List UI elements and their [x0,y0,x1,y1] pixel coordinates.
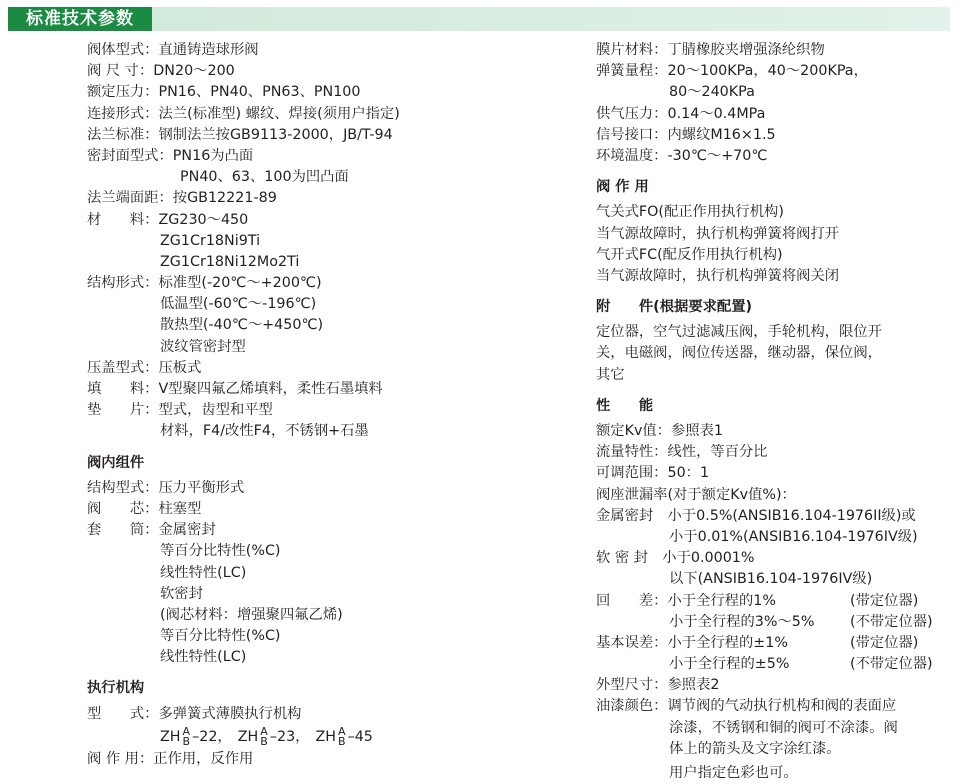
variant-b: B [260,734,268,748]
spec-value: 涂漆，不锈钢和铜的阀可不涂漆。阀 [669,719,898,736]
spec-row [87,294,567,315]
spec-value: 小于0.0001% [662,550,755,567]
spec-value: 体上的箭头及文字涂红漆。 [669,740,841,757]
section-heading [596,177,956,198]
spec-label: 膜片材料： [596,42,668,58]
spec-row [87,337,567,358]
spec-row [596,442,956,463]
model-prefix: ZH [237,728,259,745]
spec-label: 可调范围： [596,465,668,482]
spec-note: (带定位器) [850,592,919,609]
spec-value: V型聚四氟乙烯填料，柔性石墨填料 [158,381,383,397]
spec-value: 波纹管密封型 [160,338,246,355]
spec-value: 线性，等百分比 [667,444,768,461]
spec-label: 压盖型式： [87,359,159,376]
spec-value: 小于全行程的±1% [667,634,788,651]
spec-row [87,749,567,770]
spec-value: 其它 [596,366,625,383]
spec-row [596,633,956,654]
spec-row [596,224,956,245]
spec-row [596,104,956,125]
left-column [87,40,567,770]
spec-row [596,763,956,784]
spec-value: 阀 作 用 [596,179,649,196]
spec-row [596,591,956,612]
spec-row [87,563,567,584]
section-title: 标准技术参数 [8,7,152,31]
section-heading [87,453,567,474]
spec-label: 阀 尺 寸： [87,63,154,80]
spec-row [87,358,567,379]
spec-label: 弹簧量程： [596,63,668,80]
spec-value: 压板式 [158,359,202,376]
spec-row [87,273,567,294]
spec-value: -30℃～+70℃ [667,147,768,164]
spec-row [87,400,567,421]
spec-value: ZG230～450 [158,211,249,228]
spec-row [87,379,567,400]
spec-label: 油漆颜色： [596,698,668,715]
spec-value: 型式，齿型和平型 [158,402,273,419]
spec-value: 小于全行程的1% [667,592,776,609]
variant-b: B [338,734,346,748]
right-column [596,40,956,784]
spec-value: (阀芯材料：增强聚四氟乙烯) [160,606,343,623]
spec-value: PN16、PN40、PN63、PN100 [158,84,361,101]
spec-value: 内螺纹M16×1.5 [667,126,776,143]
spec-value: 线性特性(LC) [160,649,247,666]
spec-value: 阀内组件 [87,454,145,471]
spec-row [87,146,567,167]
spec-row [87,584,567,605]
spec-row [596,527,956,548]
spec-row [87,61,567,82]
spec-row [87,167,567,188]
spec-row [87,605,567,626]
spec-value: DN20～200 [153,63,235,80]
spec-label: 金属密封 [596,507,668,524]
spec-row [596,266,956,287]
spec-label: 垫 片： [87,402,159,419]
spec-value: 80～240KPa [669,84,755,101]
spec-value: 丁腈橡胶夹增强涤纶织物 [667,42,825,58]
model-variant [260,724,268,748]
spec-row [596,82,956,103]
spec-value: 低温型(-60℃～-196℃) [160,296,317,313]
spec-label: 法兰标准： [87,126,159,143]
spec-value: ZG1Cr18Ni9Ti [160,232,261,249]
model-prefix: ZH [160,728,181,745]
spec-label: 额定Kv值： [596,423,672,439]
spec-label: 供气压力： [596,105,668,122]
spec-label: 套 筒： [87,522,159,539]
spec-label: 连接形式： [87,105,159,122]
spec-value: PN40、63、100为凹凸面 [180,169,349,186]
spec-row [596,739,956,760]
actuator-model [315,725,372,749]
section-heading [596,297,956,318]
spec-value: 法兰(标准型) 螺纹、焊接(须用户指定) [158,105,400,122]
spec-row [596,343,956,364]
spec-row [87,231,567,252]
spec-value: 按GB12221-89 [172,190,277,207]
spec-row [596,202,956,223]
spec-note: (带定位器) [850,634,919,651]
spec-label: 流量特性： [596,444,668,461]
spec-row [596,675,956,696]
spec-value: 用户指定色彩也可。 [669,765,798,781]
spec-label: 阀体型式： [87,42,159,58]
spec-row [87,210,567,231]
spec-note: (不带定位器) [850,613,933,630]
spec-row [87,520,567,541]
spec-label: 额定压力： [87,84,159,101]
section-heading [87,678,567,699]
spec-row [87,421,567,442]
spec-label: 环境温度： [596,147,668,164]
spec-value: 50：1 [667,465,710,482]
spec-value: 等百分比特性(%C) [160,543,281,560]
spec-label: 法兰端面距： [87,190,173,207]
spec-value: 标准型(-20℃～+200℃) [158,275,322,292]
spec-value: 20～100KPa，40～200KPa， [667,63,868,80]
spec-value: 散热型(-40℃～+450℃) [160,317,324,334]
spec-value: 直通铸造球形阀 [158,42,259,58]
spec-value: 小于全行程的±5% [669,656,790,673]
spec-label: 基本误差： [596,634,668,651]
spec-value: 小于全行程的3%～5% [669,613,815,630]
model-variant [182,724,191,748]
spec-value: 参照表1 [671,423,724,439]
spec-value: 正作用，反作用 [153,750,254,767]
spec-value: 线性特性(LC) [160,564,247,581]
spec-row [87,125,567,146]
spec-row [596,548,956,569]
model-number: –22， [192,728,232,745]
model-variant [338,724,346,748]
spec-value: 多弹簧式薄膜执行机构 [158,705,302,722]
model-prefix: ZH [315,728,337,745]
spec-row [596,463,956,484]
spec-value: 材料，F4/改性F4，不锈钢+石墨 [160,423,369,440]
spec-row [87,104,567,125]
spec-label: 外型尺寸： [596,677,668,694]
variant-a: A [338,724,346,738]
spec-value: 参照表2 [667,677,720,694]
spec-note: (不带定位器) [850,656,933,673]
actuator-models-row [87,725,567,749]
variant-a: A [260,724,268,738]
spec-label: 结构形式： [87,275,159,292]
spec-value: 0.14～0.4MPa [667,105,766,122]
spec-row [596,146,956,167]
spec-row [87,541,567,562]
spec-value: 定位器，空气过滤减压阀，手轮机构，限位开 [596,324,882,341]
spec-row [87,188,567,209]
spec-value: 以下(ANSIB16.104-1976IV级) [669,571,873,588]
spec-row [87,315,567,336]
spec-row [596,612,956,633]
spec-row [596,718,956,739]
spec-row [596,322,956,343]
section-heading [596,396,956,417]
spec-row [87,82,567,103]
spec-label: 软 密 封 [596,550,663,567]
spec-value: 当气源故障时，执行机构弹簧将阀打开 [596,225,840,242]
model-number: –23， [269,728,310,745]
spec-value: 性 能 [596,397,654,414]
spec-row [87,647,567,668]
spec-row [596,365,956,386]
spec-label: 填 料： [87,381,159,397]
spec-row [596,569,956,590]
spec-row [87,626,567,647]
spec-value: 金属密封 [158,522,216,539]
actuator-model [238,725,310,749]
spec-value: 小于0.01%(ANSIB16.104-1976IV级) [669,528,918,545]
spec-value: 柱塞型 [158,500,202,517]
spec-label: 材 料： [87,211,159,228]
spec-value: 关，电磁阀，阀位传送器，继动器，保位阀， [596,345,882,362]
spec-value: 钢制法兰按GB9113-2000，JB/T-94 [158,126,393,143]
spec-row [87,478,567,499]
spec-value: 当气源故障时，执行机构弹簧将阀关闭 [596,267,840,284]
spec-row [87,704,567,725]
spec-row [596,40,956,61]
spec-row [596,696,956,717]
spec-value: ZG1Cr18Ni12Mo2Ti [160,253,300,270]
model-number: –45 [347,728,373,745]
variant-a: A [182,724,191,738]
spec-value: 调节阀的气动执行机构和阀的表面应 [667,698,897,715]
spec-row [596,245,956,266]
spec-value: 等百分比特性(%C) [160,628,281,645]
spec-row [596,654,956,675]
spec-value: 附 件(根据要求配置) [596,299,753,316]
spec-label: 密封面型式： [87,147,173,164]
spec-label: 阀 芯： [87,500,159,517]
spec-value: 阀座泄漏率(对于额定Kv值%)： [596,486,796,503]
spec-row [596,421,956,442]
variant-b: B [182,734,191,748]
spec-row [87,252,567,273]
spec-row [596,61,956,82]
spec-row [596,125,956,146]
spec-value: PN16为凸面 [172,147,254,164]
spec-row [596,485,956,506]
spec-value: 气开式FC(配反作用执行机构) [596,246,783,263]
spec-row [596,506,956,527]
spec-value: 执行机构 [87,680,145,697]
spec-label: 信号接口： [596,126,668,143]
spec-row [87,499,567,520]
actuator-model [160,725,232,749]
spec-row [87,40,567,61]
spec-value: 气关式FO(配正作用执行机构) [596,204,784,221]
spec-label: 型 式： [87,705,159,722]
spec-value: 小于0.5%(ANSIB16.104-1976II级)或 [667,507,916,524]
spec-label: 阀 作 用： [87,750,154,767]
spec-value: 压力平衡形式 [158,479,245,496]
spec-label: 结构型式： [87,479,159,496]
spec-label: 回 差： [596,592,668,609]
spec-value: 软密封 [160,585,203,602]
